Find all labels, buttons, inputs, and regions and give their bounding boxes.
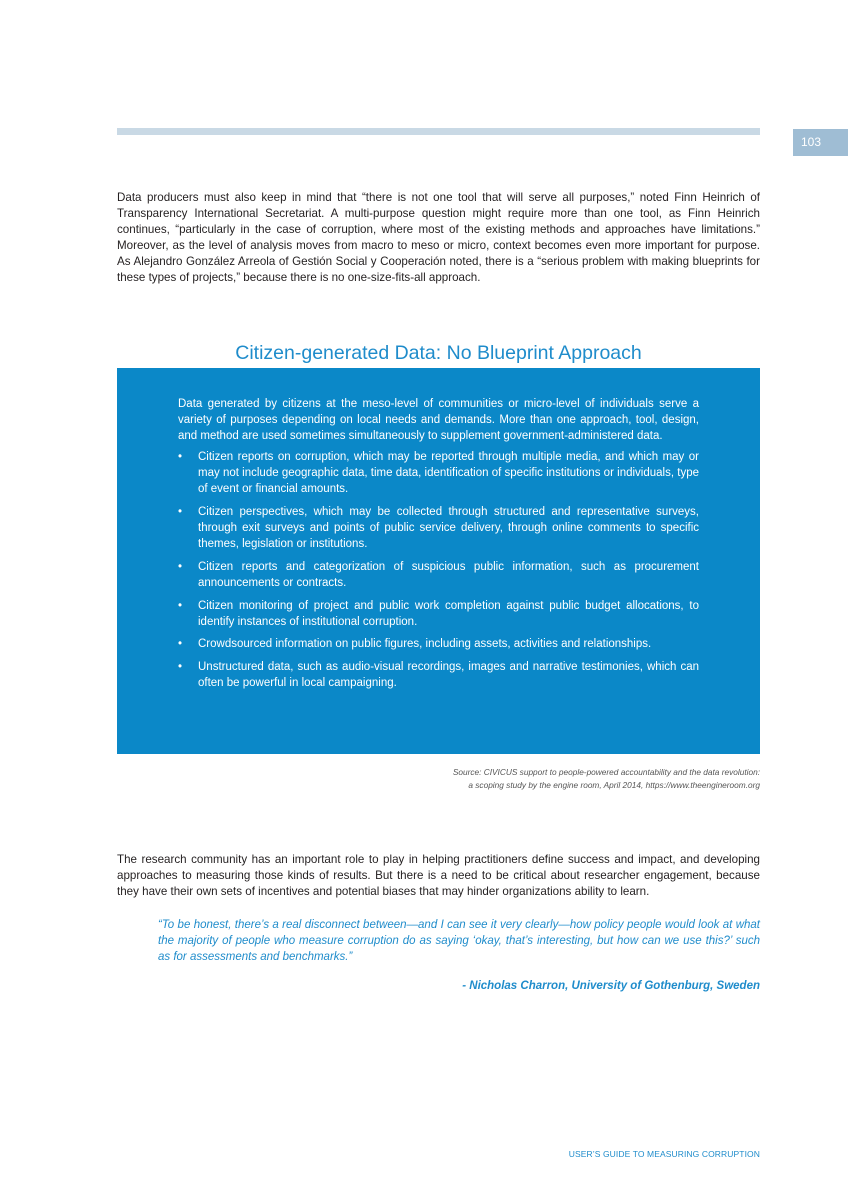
bullet-icon: • — [178, 506, 183, 519]
info-box-content — [178, 396, 699, 698]
source-line-2: a scoping study by the engine room, April 2014, https://www.theengineroom.org — [468, 780, 760, 790]
bullet-text: Citizen perspectives, which may be collected through structured and representative surveys, through exit surveys and points of public service delivery, through online comments to specific themes, legislation or institutions. — [198, 506, 699, 551]
pull-quote: “To be honest, there’s a real disconnect between—and I can see it very clearly—how policy people would look at what the majority of people who measure corruption do as saying ‘okay, that’s interesting, but how can we use this?’ such as for assessments and benchmarks.” — [158, 919, 760, 964]
intro-paragraph: Data producers must also keep in mind that “there is not one tool that will serve all purposes,” noted Finn Heinrich of Transparency International Secretariat. A multi-purpose question might require more than one tool, as Finn Heinrich continues, “particularly in the case of corruption, where most of the existing methods and approaches have limitations.” Moreover, as the level of analysis moves from macro to meso or micro, context becomes even more important for purpose. As Alejandro González Arreola of Gestión Social y Cooperación noted, there is a “serious problem with making blueprints for these types of projects,” because there is no one-size-fits-all approach. — [117, 191, 760, 285]
bullet-text: Citizen reports on corruption, which may be reported through multiple media, and which may or may not include geographic data, time data, identification of specific institutions or individuals, type of event or financial amounts. — [198, 451, 699, 496]
bullet-item — [178, 598, 699, 630]
bullet-text: Unstructured data, such as audio-visual recordings, images and narrative testimonies, which can often be powerful in local campaigning. — [198, 660, 699, 689]
bullet-icon: • — [178, 560, 183, 573]
bullet-text: Citizen reports and categorization of suspicious public information, such as procurement announcements or contracts. — [198, 560, 699, 589]
bullet-icon: • — [178, 638, 183, 651]
bullet-text: Citizen monitoring of project and public work completion against public budget allocations, to identify instances of institutional corruption. — [198, 599, 699, 628]
page-number: 103 — [801, 135, 822, 149]
header-rule — [117, 128, 760, 135]
quote-attribution: - Nicholas Charron, University of Gothenburg, Sweden — [462, 980, 760, 992]
bullet-icon: • — [178, 451, 183, 464]
source-line-1: Source: CIVICUS support to people-powered accountability and the data revolution: — [452, 767, 760, 777]
bullet-item — [178, 504, 699, 552]
bullet-text: Crowdsourced information on public figures, including assets, activities and relationships. — [198, 638, 652, 651]
research-paragraph: The research community has an important role to play in helping practitioners define success and impact, and developing approaches to measuring those kinds of results. But there is a need to be critical about researcher engagement, because they have their own sets of incentives and potential biases that may hinder organizations ability to learn. — [117, 853, 760, 899]
source-citation — [400, 766, 760, 792]
bullet-item — [178, 449, 699, 497]
page-number-tab — [793, 129, 848, 156]
bullet-item — [178, 559, 699, 591]
bullet-icon: • — [178, 660, 183, 673]
info-box — [117, 368, 760, 754]
bullet-list — [178, 449, 699, 691]
info-box-intro: Data generated by citizens at the meso-level of communities or micro-level of individuals serve a variety of purposes depending on local needs and demands. More than one approach, tool, design, and method are used sometimes simultaneously to supplement government-administered data. — [178, 398, 699, 443]
running-footer: USER’S GUIDE TO MEASURING CORRUPTION — [568, 1149, 760, 1159]
bullet-item — [178, 636, 699, 652]
bullet-icon: • — [178, 599, 183, 612]
bullet-item — [178, 659, 699, 691]
box-title: Citizen-generated Data: No Blueprint Approach — [235, 342, 642, 364]
